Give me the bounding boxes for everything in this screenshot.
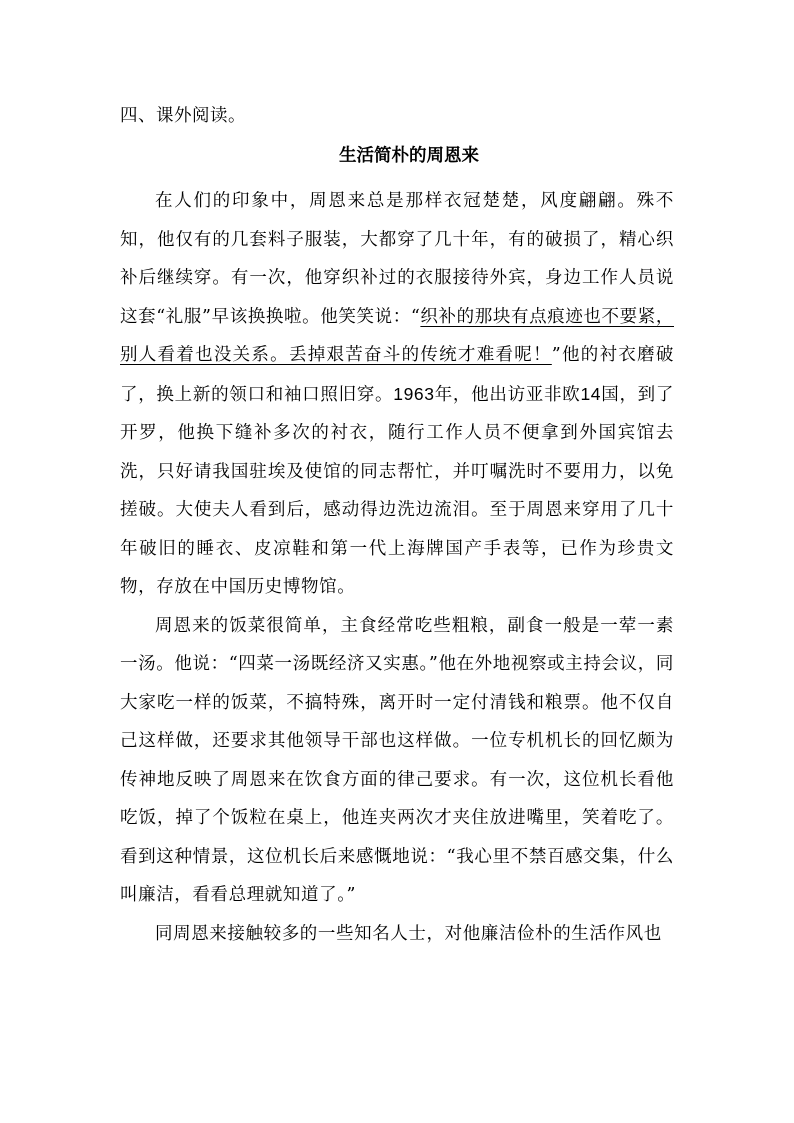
paragraph-1-after-quote: ”他的衬衣磨破了，换上新的领口和袖口照旧穿。 <box>120 345 674 405</box>
paragraph-1-after-count: 国，到了开罗，他换下缝补多次的衬衣，随行工作人员不便拿到外国宾馆去洗，只好请我国驻埃及使馆的同志帮忙，并叮嘱洗时不要用力，以免搓破。大使夫人看到后，感动得边洗边流泪。至于周恩来穿用了几十年破旧的睡衣、皮凉鞋和第一代上海牌国产手表等，已作为珍贵文物，存放在中国历史博物馆。 <box>120 384 674 597</box>
paragraph-1 <box>120 182 674 607</box>
paragraph-2: 周恩来的饭菜很简单，主食经常吃些粗粮，副食一般是一荤一素一汤。他说：“四菜一汤既经济又实惠。”他在外地视察或主持会议，同大家吃一样的饭菜，不搞特殊，离开时一定付清钱和粮票。他不仅自己这样做，还要求其他领导干部也这样做。一位专机机长的回忆颇为传神地反映了周恩来在饮食方面的律己要求。有一次，这位机长看他吃饭，掉了个饭粒在桌上，他连夹两次才夹住放进嘴里，笑着吃了。看到这种情景，这位机长后来感慨地说：“我心里不禁百感交集，什么叫廉洁，看看总理就知道了。” <box>120 615 674 905</box>
year-number: 1963 <box>393 383 435 404</box>
paragraph-1-before-quote: 在人们的印象中，周恩来总是那样衣冠楚楚，风度翩翩。殊不知，他仅有的几套料子服装，大都穿了几十年，有的破损了，精心织补后继续穿。有一次，他穿织补过的衣服接待外宾，身边工作人员说这套“礼服”早该换换啦。他笑笑说：“ <box>120 191 674 327</box>
underlined-quote: 织补的那块有点痕迹也不要紧，别人看着也没关系。丢掉艰苦奋斗的传统才难看呢！ <box>120 306 674 365</box>
country-count: 14 <box>580 383 602 404</box>
paragraph-1-after-year: 年，他出访亚非欧 <box>434 384 581 405</box>
section-heading: 四、课外阅读。 <box>120 106 246 126</box>
paragraph-3: 同周恩来接触较多的一些知名人士，对他廉洁俭朴的生活作风也 <box>155 923 662 944</box>
article-title: 生活简朴的周恩来 <box>339 146 479 166</box>
